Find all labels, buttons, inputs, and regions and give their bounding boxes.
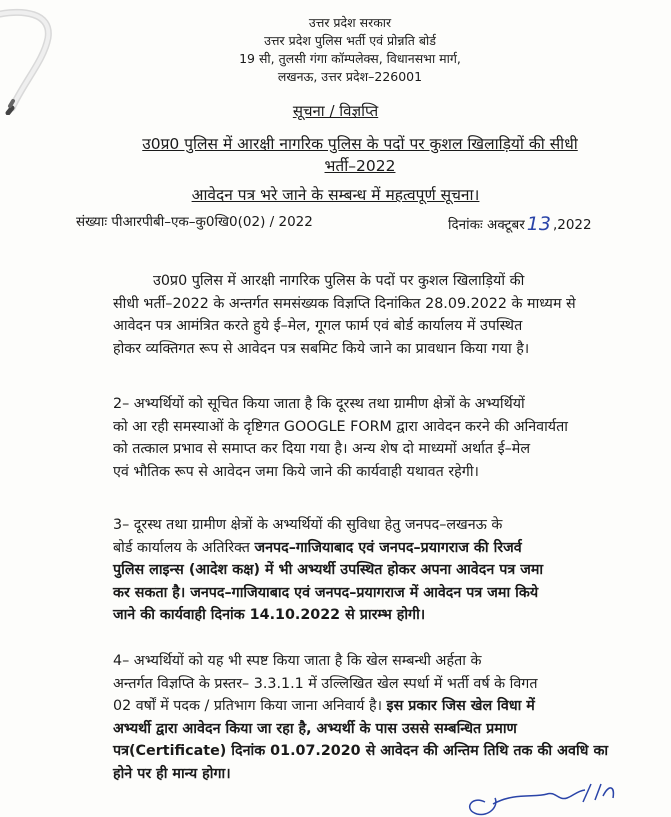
letterhead [150, 14, 550, 86]
reference-date [448, 212, 592, 234]
letterhead-line-2: उत्तर प्रदेश पुलिस भर्ती एवं प्रोन्नति बोर्ड [264, 33, 436, 48]
paragraph-4-line [113, 695, 613, 718]
subheading [0, 183, 671, 205]
subject [110, 133, 610, 177]
cord-artifact-icon [0, 0, 60, 115]
paragraph-1-line: आवेदन पत्र आमंत्रित करते हुये ई–मेल, गूगल फार्म एवं बोर्ड कार्यालय में उपस्थित [113, 318, 523, 334]
paragraph-4 [113, 650, 613, 785]
notice-title-text: सूचना / विज्ञप्ति [292, 102, 379, 120]
paragraph-2 [113, 393, 613, 483]
paragraph-2-line: को आ रही समस्याओं के दृष्टिगत GOOGLE FORM द्वारा आवेदन करने की अनिवार्यता [113, 418, 568, 435]
paragraph-3-line: 3– दूरस्थ तथा ग्रामीण क्षेत्रों के अभ्यर्थियों की सुविधा हेतु जनपद–लखनऊ के [113, 517, 503, 533]
paragraph-2-line: 2– अभ्यर्थियों को सूचित किया जाता है कि दूरस्थ तथा ग्रामीण क्षेत्रों के अभ्यर्थियों [113, 396, 525, 412]
subject-line-2: भर्ती–2022 [324, 157, 396, 175]
date-suffix: ,2022 [552, 217, 592, 233]
paragraph-4-bold: इस प्रकार जिस खेल विधा में [386, 698, 535, 714]
letterhead-line-1: उत्तर प्रदेश सरकार [308, 15, 392, 30]
paragraph-3-line: पुलिस लाइन्स (आदेश कक्ष) में भी अभ्यर्थी उपस्थित होकर अपना आवेदन पत्र जमा [113, 562, 544, 578]
paragraph-1-line: उ0प्र0 पुलिस में आरक्षी नागरिक पुलिस के पदों पर कुशल खिलाड़ियों की [153, 273, 525, 289]
date-prefix: दिनांकः अक्टूबर [448, 217, 525, 233]
paragraph-1 [113, 270, 613, 360]
paragraph-2-line: एवं भौतिक रूप से आवेदन जमा किये जाने की कार्यवाही यथावत रहेगी। [113, 463, 479, 480]
reference-number: संख्याः पीआरपीबी–एक–कु0खि0(02) / 2022 [76, 214, 313, 230]
subject-line-1: उ0प्र0 पुलिस में आरक्षी नागरिक पुलिस के पदों पर कुशल खिलाड़ियों की सीधी [142, 135, 578, 153]
letterhead-line-4: लखनऊ, उत्तर प्रदेश–226001 [277, 69, 423, 84]
paragraph-1-line: होकर व्यक्तिगत रूप से आवेदन पत्र सबमिट किये जाने का प्रावधान किया गया है। [113, 340, 530, 357]
paragraph-3 [113, 514, 613, 627]
signature-icon [455, 770, 655, 817]
paragraph-4-line: 4– अभ्यर्थियों को यह भी स्पष्ट किया जाता है कि खेल सम्बन्धी अर्हता के [113, 653, 482, 669]
paragraph-4-line: होने पर ही मान्य होगा। [113, 765, 231, 782]
paragraph-3-line: जाने की कार्यवाही दिनांक 14.10.2022 से प्रारम्भ होगी। [113, 607, 426, 623]
letterhead-line-3: 19 सी, तुलसी गंगा कॉम्पलेक्स, विधानसभा मार्ग, [239, 51, 461, 66]
paragraph-1-line: सीधी भर्ती–2022 के अन्तर्गत समसंख्यक विज्ञप्ति दिनांकित 28.09.2022 के माध्यम से [113, 295, 576, 312]
paragraph-3-line [113, 537, 613, 560]
paragraph-2-line: को तत्काल प्रभाव से समाप्त कर दिया गया है। अन्य शेष दो माध्यमों अर्थात ई–मेल [113, 441, 531, 457]
paragraph-3-line: कर सकता है। जनपद–गाजियाबाद एवं जनपद–प्रयागराज में आवेदन पत्र जमा किये [113, 584, 539, 601]
paragraph-3-bold: जनपद–गाजियाबाद एवं जनपद–प्रयागराज की रिजर्व [254, 539, 522, 556]
notice-title [0, 101, 671, 121]
paragraph-4-line: पत्र(Certificate) दिनांक 01.07.2020 से आवेदन की अन्तिम तिथि तक की अवधि का [113, 743, 609, 759]
paragraph-4-text: 02 वर्षों में पदक / प्रतिभाग किया जाना अनिवार्य है। [113, 698, 387, 714]
paragraph-3-text: बोर्ड कार्यालय के अतिरिक्त [113, 539, 255, 556]
subheading-text: आवेदन पत्र भरे जाने के सम्बन्ध में महत्वपूर्ण सूचना। [191, 186, 480, 204]
paragraph-4-line: अन्तर्गत विज्ञप्ति के प्रस्तर– 3.3.1.1 में उल्लिखित खेल स्पर्धा में भर्ती वर्ष के विगत [113, 675, 538, 692]
paragraph-4-line: अभ्यर्थी द्वारा आवेदन किया जा रहा है, अभ्यर्थी के पास उससे सम्बन्धित प्रमाण [113, 720, 517, 737]
handwritten-day: 13 [526, 213, 551, 235]
